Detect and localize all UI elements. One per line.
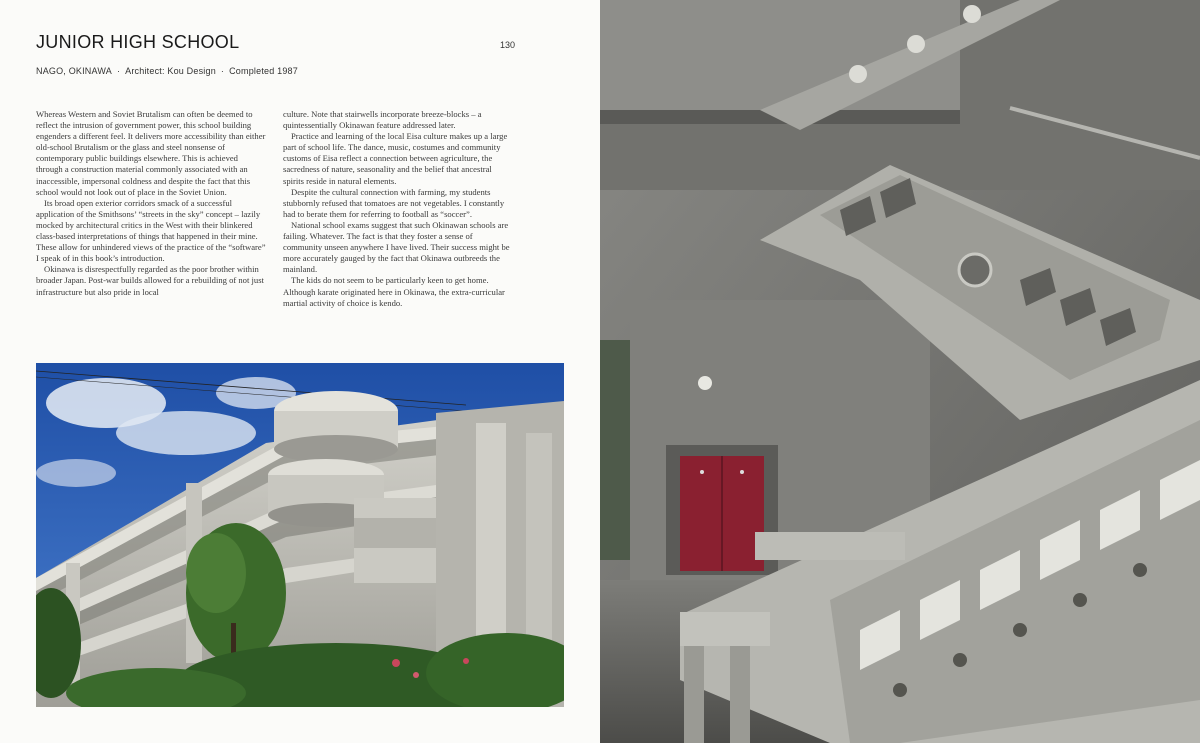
page-number: 130 <box>500 40 516 50</box>
exterior-photo <box>36 363 564 707</box>
stairwell-photo-illustration <box>600 0 1200 743</box>
location: NAGO, OKINAWA <box>36 66 112 76</box>
meta-separator: · <box>220 66 225 76</box>
body-column-1 <box>36 109 266 298</box>
page-title: JUNIOR HIGH SCHOOL <box>36 32 240 52</box>
paragraph: Whereas Western and Soviet Brutalism can often be deemed to reflect the intrusion of government power, this school building engenders a different feel. It delivers more accessibility than either old-school Brutalism or the glass and steel nonsense of contemporary public buildings elsewhere. This is achieved through a construction material commonly associated with an inaccessible, impersonal coldness and despite the fact that this school would not look out of place in the Soviet Union. <box>36 109 266 197</box>
paragraph: National school exams suggest that such Okinawan schools are failing. Whatever. The fact is that they foster a sense of community unseen anywhere I have lived. Their success might be more accurately gauged by the fact that Okinawa outbreeds the mainland. <box>283 219 510 275</box>
exterior-photo-illustration <box>36 363 564 707</box>
architect: Architect: Kou Design <box>125 66 216 76</box>
paragraph: Its broad open exterior corridors smack of a successful application of the Smithsons’ “streets in the sky” concept – lazily mocked by architectural critics in the West with their blinkered class-based interpretations of things that happened in their mine. These allow for unhindered views of the practice of the “software” I speak of in this book’s introduction. <box>36 197 266 264</box>
paragraph: Okinawa is disrespectfully regarded as the poor brother within broader Japan. Post-war builds allowed for a rebuilding of not just infrastructure but also pride in local <box>36 264 264 297</box>
paragraph: Despite the cultural connection with farming, my students stubbornly refused that tomatoes are not vegetables. I constantly had to berate them for referring to football as “soccer”. <box>283 186 505 219</box>
project-meta <box>36 66 298 76</box>
paragraph: The kids do not seem to be particularly keen to get home. Although karate originated here in Okinawa, the extra-curricular martial activity of choice is kendo. <box>283 275 505 308</box>
paragraph: Practice and learning of the local Eisa culture makes up a large part of school life. The dance, music, costumes and community customs of Eisa reflect a connection between agriculture, the sacredness of nature, seasonality and the belief that ancestral spirits reside in natural elements. <box>283 131 508 186</box>
completed-year: Completed 1987 <box>229 66 298 76</box>
meta-separator: · <box>116 66 121 76</box>
right-page-photo <box>600 0 1200 743</box>
paragraph: culture. Note that stairwells incorporate breeze-blocks – a quintessentially Okinawan feature addressed later. <box>283 109 482 131</box>
body-column-2 <box>283 109 513 309</box>
